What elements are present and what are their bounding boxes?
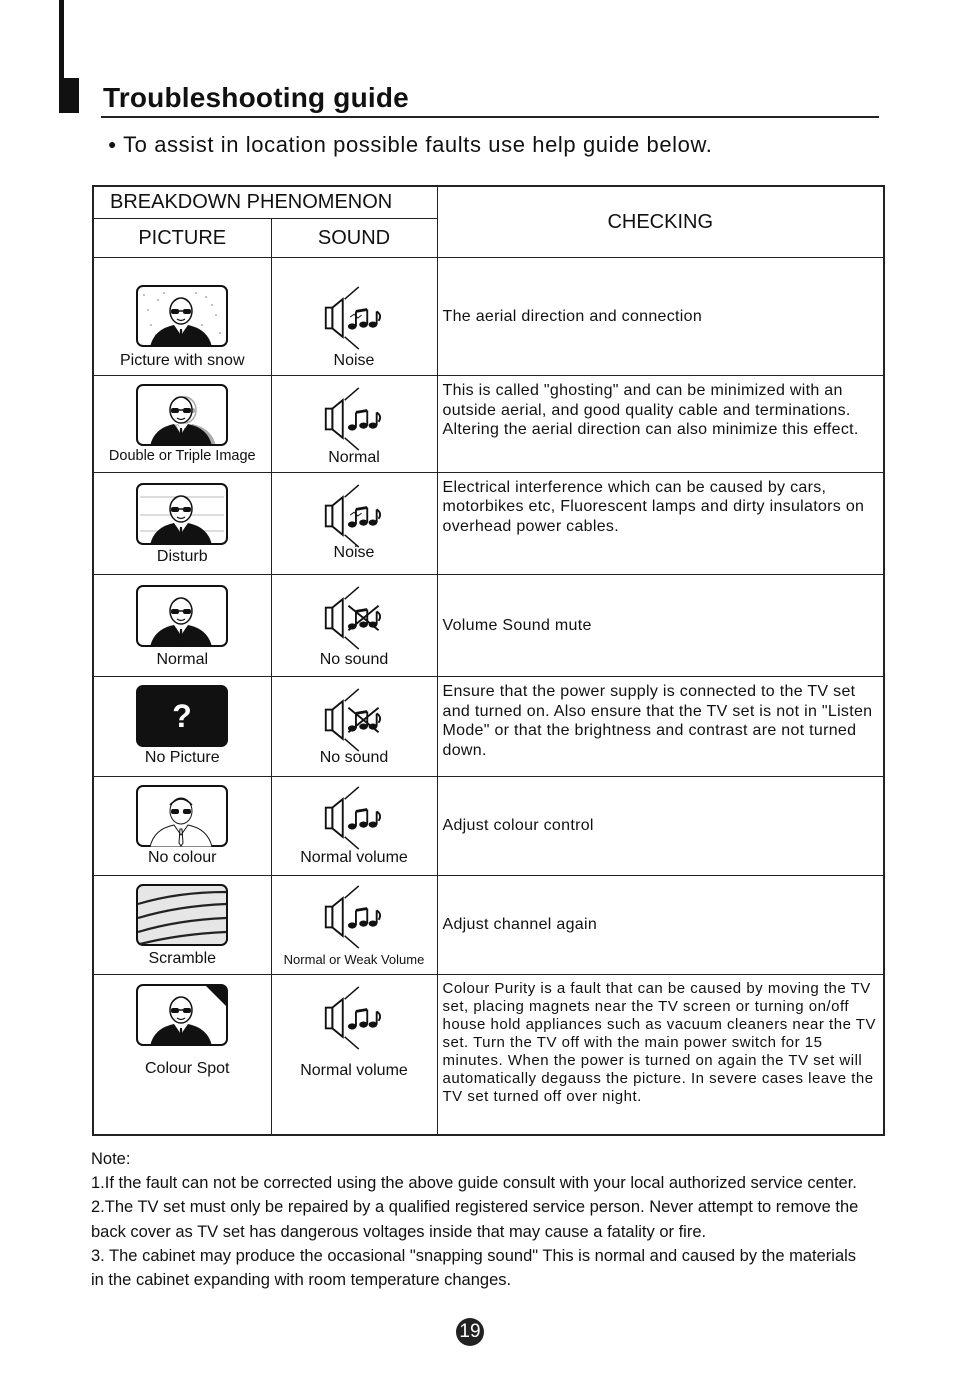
sound-label: Normal [328, 449, 380, 467]
sound-cell [271, 472, 437, 574]
header-picture: PICTURE [93, 219, 271, 258]
picture-label: No colour [148, 848, 217, 866]
table-row [93, 258, 884, 376]
checking-cell: Ensure that the power supply is connected to the TV set and turned on. Also ensure that the TV set is not in "Listen Mode" or that the brightness and contrast are not turned down. [437, 677, 884, 776]
sound-label: Normal volume [300, 1062, 408, 1079]
checking-cell: Volume Sound mute [437, 574, 884, 676]
table-row [93, 574, 884, 676]
tv-person-icon [136, 384, 228, 446]
sound-label: Normal or Weak Volume [283, 951, 425, 967]
picture-label: No Picture [144, 749, 220, 767]
sound-cell [271, 677, 437, 776]
checking-cell: The aerial direction and connection [437, 258, 884, 376]
picture-cell [93, 574, 271, 676]
speaker-icon [322, 483, 388, 549]
picture-cell [93, 677, 271, 776]
tv-person-icon [136, 483, 228, 545]
speaker-icon [322, 785, 388, 851]
note-item: 1.If the fault can not be corrected using the above guide consult with your local authorized service center. [91, 1174, 857, 1193]
picture-cell [93, 258, 271, 376]
header-sound: SOUND [271, 219, 437, 258]
picture-label: Normal [156, 650, 209, 668]
speaker-icon [322, 585, 388, 651]
picture-label: Colour Spot [145, 1060, 230, 1077]
table-row [93, 472, 884, 574]
sound-cell [271, 875, 437, 974]
picture-cell [93, 472, 271, 574]
checking-cell: Adjust channel again [437, 875, 884, 974]
intro-line [108, 132, 712, 158]
tv-person-icon [136, 585, 228, 647]
tv-person-icon [136, 984, 228, 1046]
tv-person-icon [136, 785, 228, 847]
troubleshooting-table [92, 185, 885, 1136]
notes-section [91, 1147, 871, 1292]
sound-cell [271, 975, 437, 1136]
picture-label: Double or Triple Image [108, 448, 256, 465]
bullet-icon: ● [108, 136, 118, 152]
sound-cell [271, 258, 437, 376]
sound-label: Noise [333, 543, 375, 561]
speaker-icon [322, 386, 388, 452]
checking-cell: Colour Purity is a fault that can be caused by moving the TV set, placing magnets near the TV screen or turning on/off house hold appliances such as vacuum cleaners near the TV set. Turn the TV off with the main power switch for 15 minutes. When the power is turned on again the TV set will automatically degauss the picture. In severe cases leave the TV set turned off over night. [437, 975, 884, 1136]
page-title: Troubleshooting guide [103, 82, 409, 113]
no-picture-icon [136, 685, 228, 747]
picture-cell [93, 776, 271, 875]
page-number: 19 [456, 1318, 484, 1346]
header-checking: CHECKING [437, 186, 884, 258]
speaker-icon [322, 985, 388, 1051]
sound-label: Normal volume [300, 848, 408, 866]
picture-cell [93, 875, 271, 974]
sound-cell [271, 376, 437, 472]
tv-person-icon [136, 285, 228, 347]
scramble-icon [136, 884, 228, 946]
picture-cell [93, 975, 271, 1136]
sound-label: No sound [319, 650, 389, 668]
checking-cell: Electrical interference which can be caused by cars, motorbikes etc, Fluorescent lamps and dirty insulators on overhead power cables. [437, 472, 884, 574]
picture-label: Scramble [148, 949, 217, 967]
table-row [93, 376, 884, 472]
notes-heading: Note: [91, 1150, 131, 1168]
note-item: 3. The cabinet may produce the occasional "snapping sound" This is normal and caused by the materials in the cabinet expanding with room temperature changes. [91, 1246, 857, 1290]
speaker-icon [322, 687, 388, 753]
checking-cell: This is called "ghosting" and can be minimized with an outside aerial, and good quality cable and terminations. Altering the aerial direction can also minimize this effect. [437, 376, 884, 472]
title-rule [101, 116, 879, 118]
table-row [93, 677, 884, 776]
picture-cell [93, 376, 271, 472]
table-row [93, 776, 884, 875]
picture-label: Picture with snow [120, 352, 245, 370]
table-row [93, 875, 884, 974]
sound-cell [271, 776, 437, 875]
note-item: 2.The TV set must only be repaired by a qualified registered service person. Never attempt to remove the back cover as TV set has dangerous voltages inside that may cause a fatality or fire. [91, 1198, 859, 1241]
speaker-icon [322, 285, 388, 351]
sound-cell [271, 574, 437, 676]
intro-text: To assist in location possible faults use help guide below. [123, 132, 713, 157]
checking-cell: Adjust colour control [437, 776, 884, 875]
speaker-icon [322, 884, 388, 950]
sidebar-bar [59, 0, 64, 80]
sound-label: Noise [333, 352, 375, 370]
sidebar-block [59, 78, 79, 113]
picture-label: Disturb [156, 547, 208, 565]
svg-text:?: ? [172, 698, 193, 735]
header-breakdown: BREAKDOWN PHENOMENON [93, 186, 437, 219]
table-row [93, 975, 884, 1136]
sound-label: No sound [319, 749, 389, 767]
